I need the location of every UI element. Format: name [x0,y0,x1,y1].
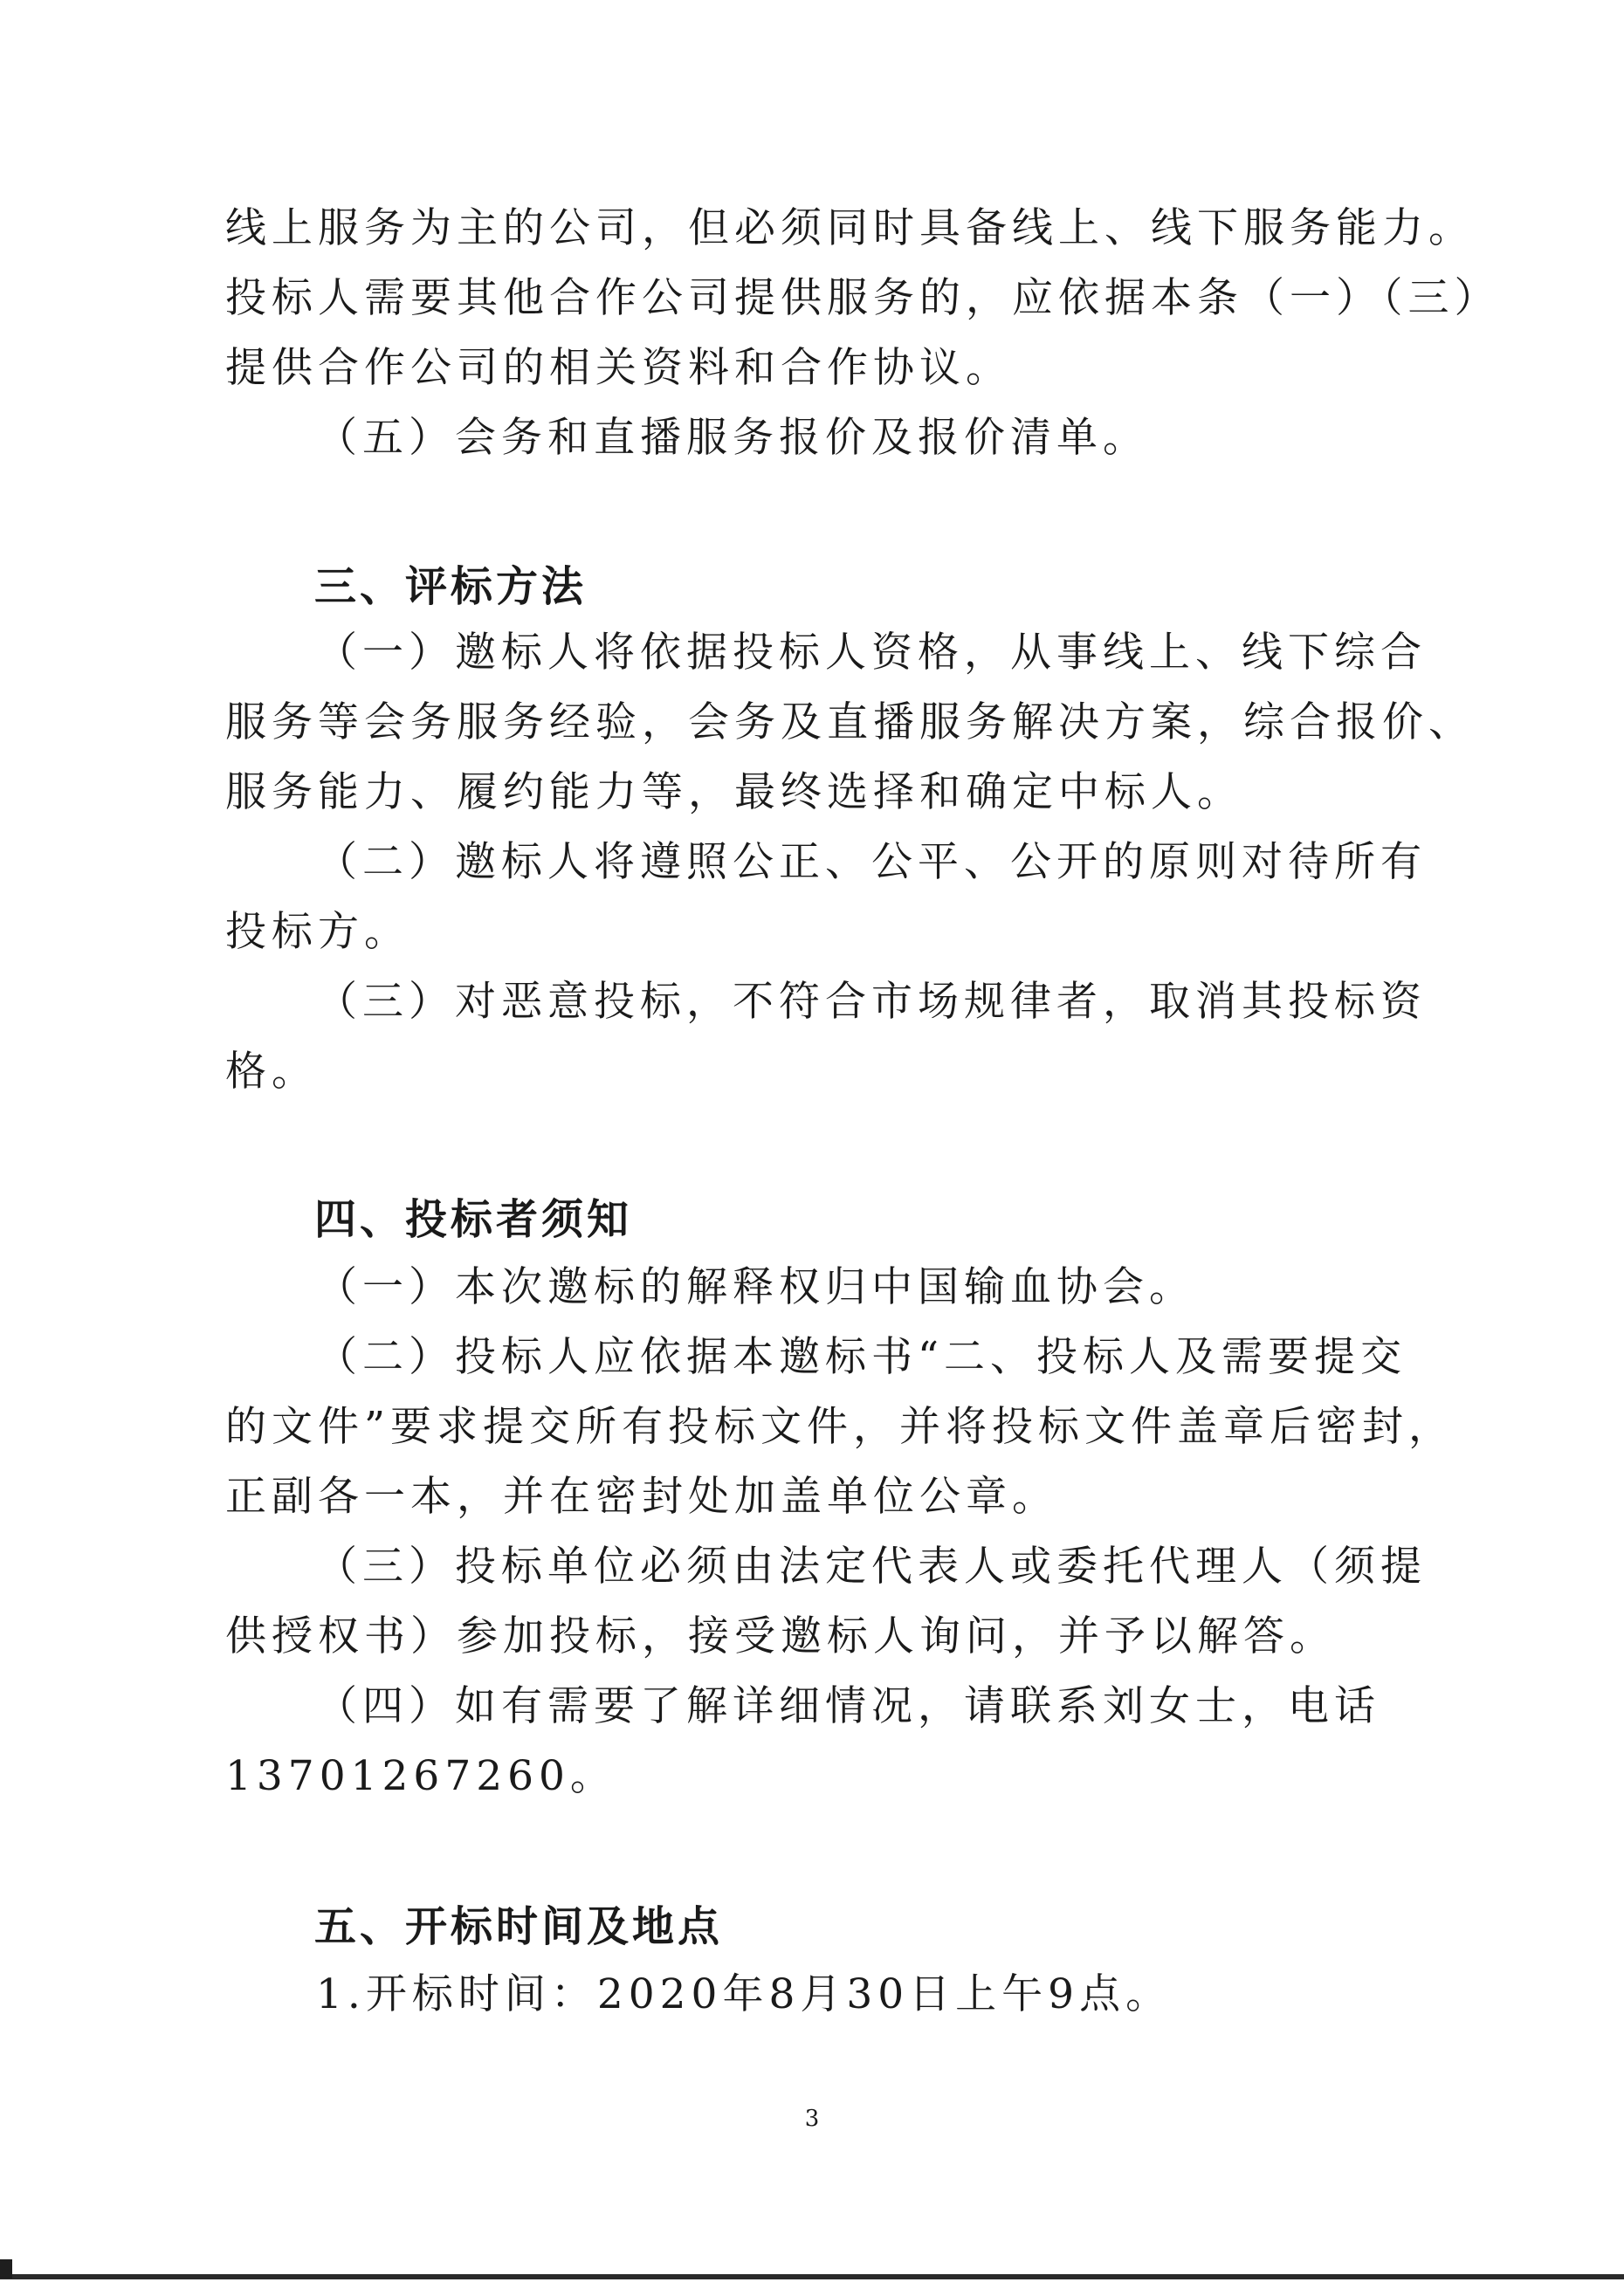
list-item: （二）投标人应依据本邀标书“二、投标人及需要提交 [316,1333,1407,1381]
paragraph-line: 提供合作公司的相关资料和合作协议。 [225,344,1012,392]
section-four-heading: 四、投标者须知 [314,1195,633,1244]
paragraph-line: 投标方。 [225,908,410,956]
paragraph-line: 服务能力、履约能力等，最终选择和确定中标人。 [225,768,1243,816]
list-item: （一）邀标人将依据投标人资格，从事线上、线下综合 [316,629,1427,677]
list-item: （五）会务和直播服务报价及报价清单。 [316,414,1149,462]
list-item: （一）本次邀标的解释权归中国输血协会。 [316,1263,1195,1311]
paragraph-line: 投标人需要其他合作公司提供服务的，应依据本条（一）（三） [225,274,1501,322]
list-item: （三）对恶意投标，不符合市场规律者，取消其投标资 [316,978,1427,1026]
paragraph-line: 的文件”要求提交所有投标文件，并将投标文件盖章后密封， [225,1403,1455,1451]
paragraph-line: 供授权书）参加投标，接受邀标人询问，并予以解答。 [225,1612,1336,1660]
section-three-heading: 三、评标方法 [314,562,588,611]
section-five-body [225,1960,1360,2030]
scan-edge-line [0,2274,1624,2279]
list-item: （四）如有需要了解详细情况，请联系刘女士，电话 [316,1682,1380,1730]
paragraph-line: 正副各一本，并在密封处加盖单位公章。 [225,1473,1058,1521]
list-item: 1.开标时间：2020年8月30日上午9点。 [316,1970,1173,2018]
scan-edge-mark [0,2259,12,2279]
list-item: （三）投标单位必须由法定代表人或委托代理人（须提 [316,1543,1427,1591]
paragraph-line: 13701267260。 [225,1752,616,1800]
list-item: （二）邀标人将遵照公正、公平、公开的原则对待所有 [316,838,1427,886]
page-number: 3 [804,2106,820,2132]
section-four-body [225,1253,1455,1811]
paragraph-line: 格。 [225,1048,318,1096]
section-five-heading: 五、开标时间及地点 [314,1902,724,1951]
paragraph-line: 线上服务为主的公司，但必须同时具备线上、线下服务能力。 [225,204,1475,252]
paragraph-line: 服务等会务服务经验，会务及直播服务解决方案，综合报价、 [225,698,1475,746]
section-three-body [225,618,1475,1107]
section-two-tail [225,194,1501,473]
